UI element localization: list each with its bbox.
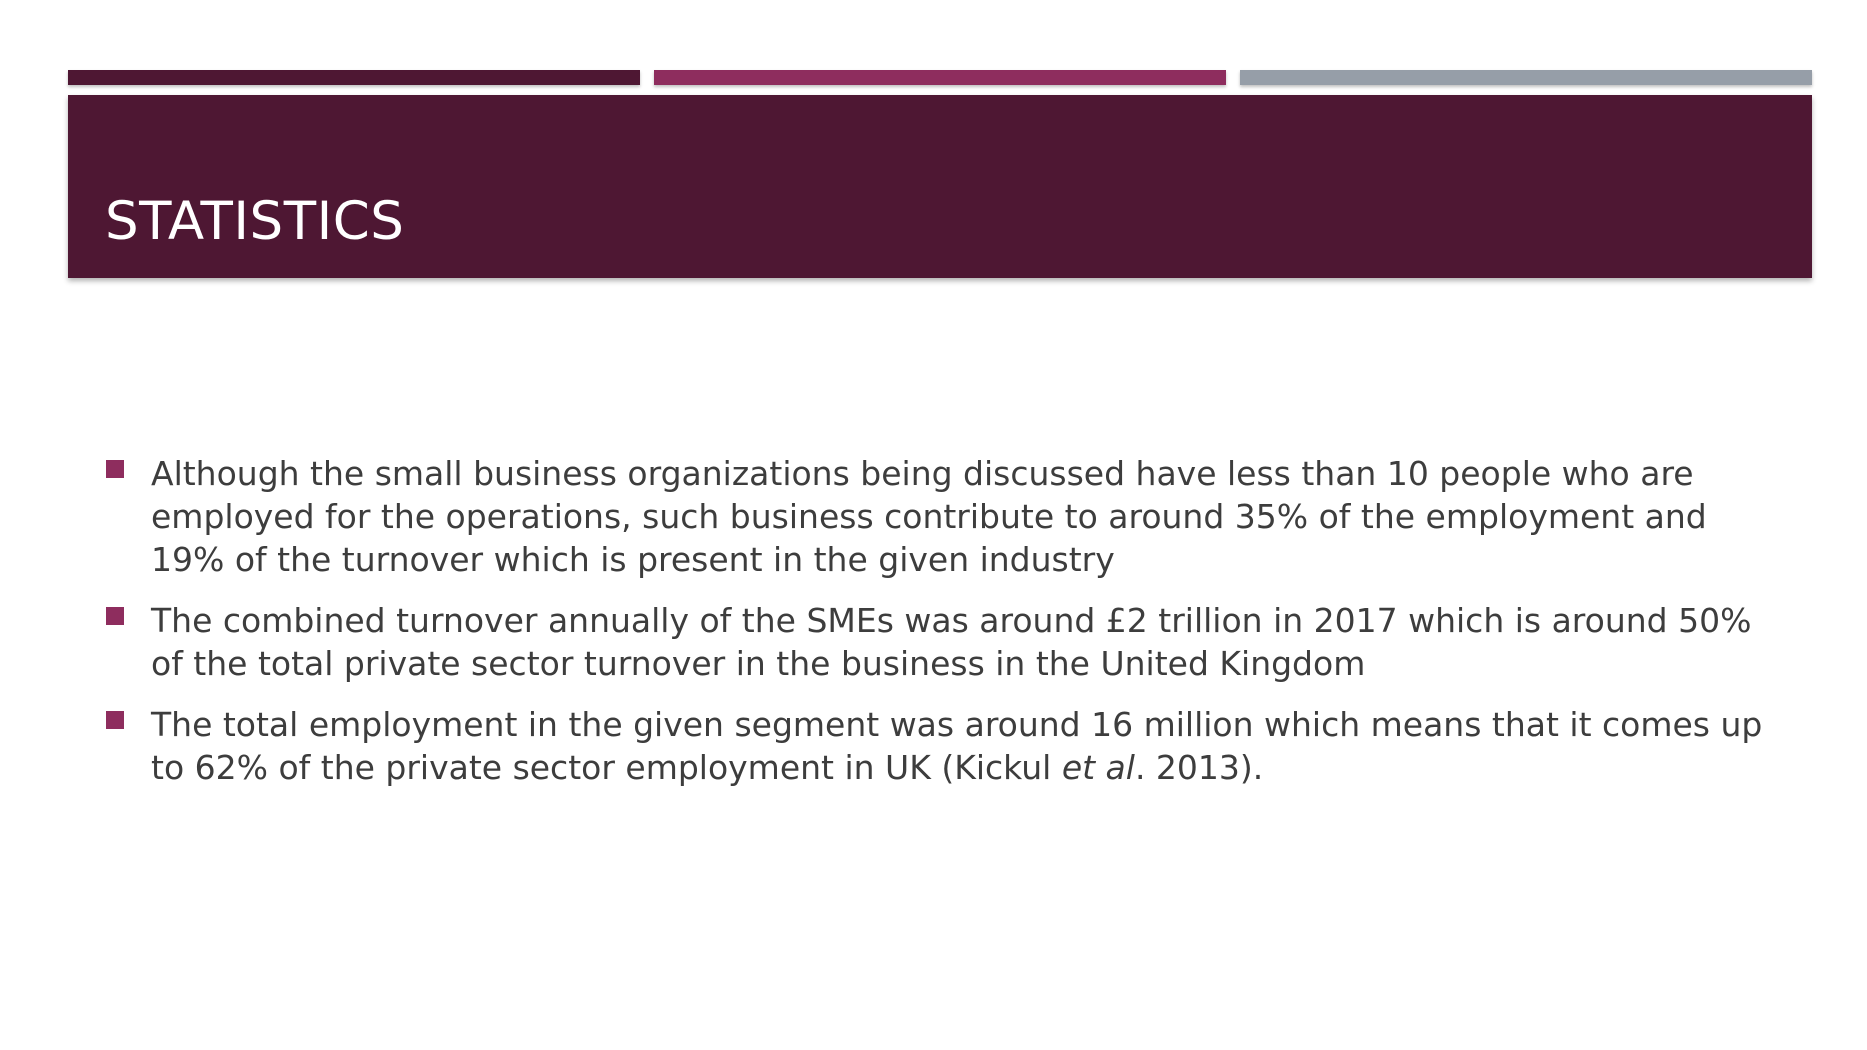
bullet-list <box>106 452 1786 807</box>
bullet-text: The combined turnover annually of the SMEs was around £2 trillion in 2017 which is around 50% of the total private sector turnover in the business in the United Kingdom <box>151 601 1752 683</box>
square-bullet-icon <box>106 711 124 729</box>
bullet-item <box>106 599 1786 685</box>
bullet-text-part: The total employment in the given segment was around 16 million which means that it comes up to 62% of the private sector employment in UK (Kickul <box>151 705 1763 787</box>
slide-title: STATISTICS <box>105 191 405 252</box>
bullet-text <box>151 705 1762 787</box>
accent-bar-dark <box>68 70 640 85</box>
accent-bar-magenta <box>654 70 1226 85</box>
title-band <box>68 95 1812 278</box>
square-bullet-icon <box>106 607 124 625</box>
bullet-text: Although the small business organizations being discussed have less than 10 people who are employed for the operations, such business contribute to around 35% of the employment and 19% of the turnover which is present in the given industry <box>151 454 1707 579</box>
bullet-item <box>106 703 1786 789</box>
citation-italic: et al <box>1061 748 1135 787</box>
square-bullet-icon <box>106 460 124 478</box>
accent-bar-gray <box>1240 70 1812 85</box>
bullet-text-part: . 2013). <box>1134 748 1264 787</box>
bullet-item <box>106 452 1786 581</box>
